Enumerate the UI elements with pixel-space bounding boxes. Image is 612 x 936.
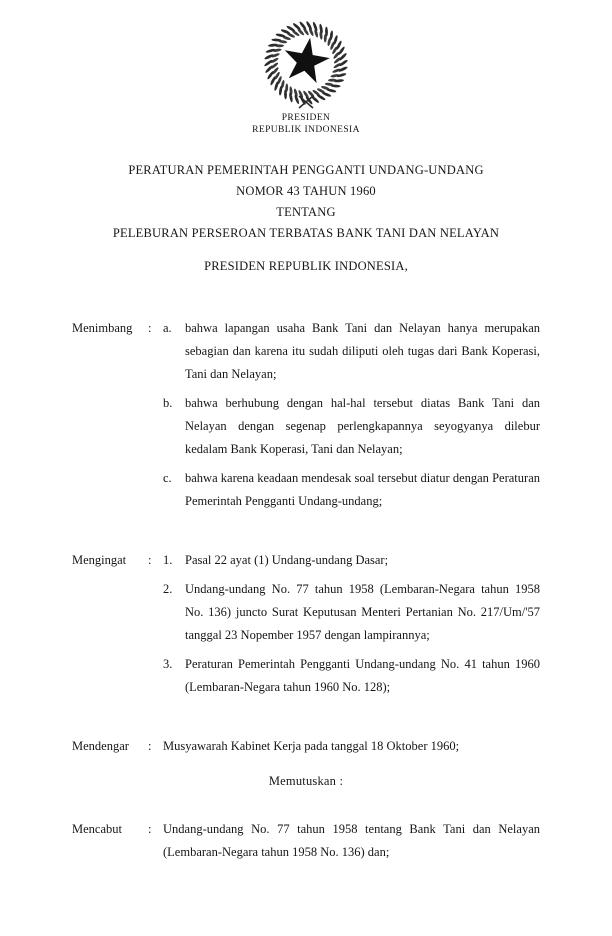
list-text: bahwa karena keadaan mendesak soal tersebut diatur dengan Peraturan Pemerintah Pengganti Undang-undang; bbox=[185, 471, 540, 508]
list-text: Peraturan Pemerintah Pengganti Undang-undang No. 41 tahun 1960 (Lembaran-Negara tahun 1960 No. 128); bbox=[185, 657, 540, 694]
list-marker: 3. bbox=[163, 657, 173, 671]
presiden-label: PRESIDEN bbox=[281, 113, 331, 123]
title-line-number: NOMOR 43 TAHUN 1960 bbox=[236, 184, 376, 198]
list-marker: a. bbox=[163, 321, 172, 335]
section-colon: : bbox=[148, 822, 152, 836]
list-item bbox=[163, 578, 540, 647]
title-line-type: PERATURAN PEMERINTAH PENGGANTI UNDANG-UNDANG bbox=[128, 163, 484, 177]
section-colon: : bbox=[148, 321, 152, 335]
list-text: Undang-undang No. 77 tahun 1958 (Lembaran-Negara tahun 1958 No. 136) juncto Surat Keputusan Menteri Pertanian No. 217/Um/'57 tanggal 23 Nopember 1957 dengan lampirannya; bbox=[185, 582, 540, 642]
list-text: bahwa lapangan usaha Bank Tani dan Nelayan hanya merupakan sebagian dan karena itu sudah diliputi oleh tugas dari Bank Koperasi, Tani dan Nelayan; bbox=[185, 321, 540, 381]
list-item bbox=[163, 467, 540, 513]
section-items bbox=[163, 317, 540, 513]
salutation-line: PRESIDEN REPUBLIK INDONESIA, bbox=[204, 259, 408, 273]
section-mencabut bbox=[72, 818, 540, 864]
list-item bbox=[163, 392, 540, 461]
list-item bbox=[163, 653, 540, 699]
section-menimbang bbox=[72, 317, 540, 513]
list-marker: 1. bbox=[163, 553, 173, 567]
section-text: Undang-undang No. 77 tahun 1958 tentang Bank Tani dan Nelayan (Lembaran-Negara tahun 1958 No. 136) dan; bbox=[163, 822, 540, 859]
title-line-tentang: TENTANG bbox=[276, 205, 336, 219]
section-colon: : bbox=[148, 553, 152, 567]
list-item bbox=[163, 317, 540, 386]
state-emblem-star-wreath-icon bbox=[251, 20, 361, 110]
document-title bbox=[72, 160, 540, 244]
republik-indonesia-label: REPUBLIK INDONESIA bbox=[252, 125, 360, 135]
list-item bbox=[163, 549, 540, 572]
list-text: Pasal 22 ayat (1) Undang-undang Dasar; bbox=[185, 553, 389, 567]
list-marker: b. bbox=[163, 396, 173, 410]
memutuskan-heading: Memutuskan : bbox=[268, 774, 344, 788]
title-line-subject: PELEBURAN PERSEROAN TERBATAS BANK TANI DAN NELAYAN bbox=[112, 226, 500, 240]
section-label: Mendengar bbox=[72, 739, 129, 753]
section-label: Mengingat bbox=[72, 553, 127, 567]
section-text: Musyawarah Kabinet Kerja pada tanggal 18 Oktober 1960; bbox=[163, 739, 460, 753]
section-label: Mencabut bbox=[72, 822, 122, 836]
section-colon: : bbox=[148, 739, 152, 753]
list-marker: c. bbox=[163, 471, 172, 485]
section-label: Menimbang bbox=[72, 321, 133, 335]
list-text: bahwa berhubung dengan hal-hal tersebut diatas Bank Tani dan Nelayan dengan segenap perlengkapannya seyogyanya dilebur kedalam Bank Koperasi, Tani dan Nelayan; bbox=[185, 396, 540, 456]
section-mendengar bbox=[72, 735, 540, 758]
list-marker: 2. bbox=[163, 582, 173, 596]
document-header bbox=[72, 20, 540, 136]
section-items bbox=[163, 549, 540, 699]
section-mengingat bbox=[72, 549, 540, 699]
